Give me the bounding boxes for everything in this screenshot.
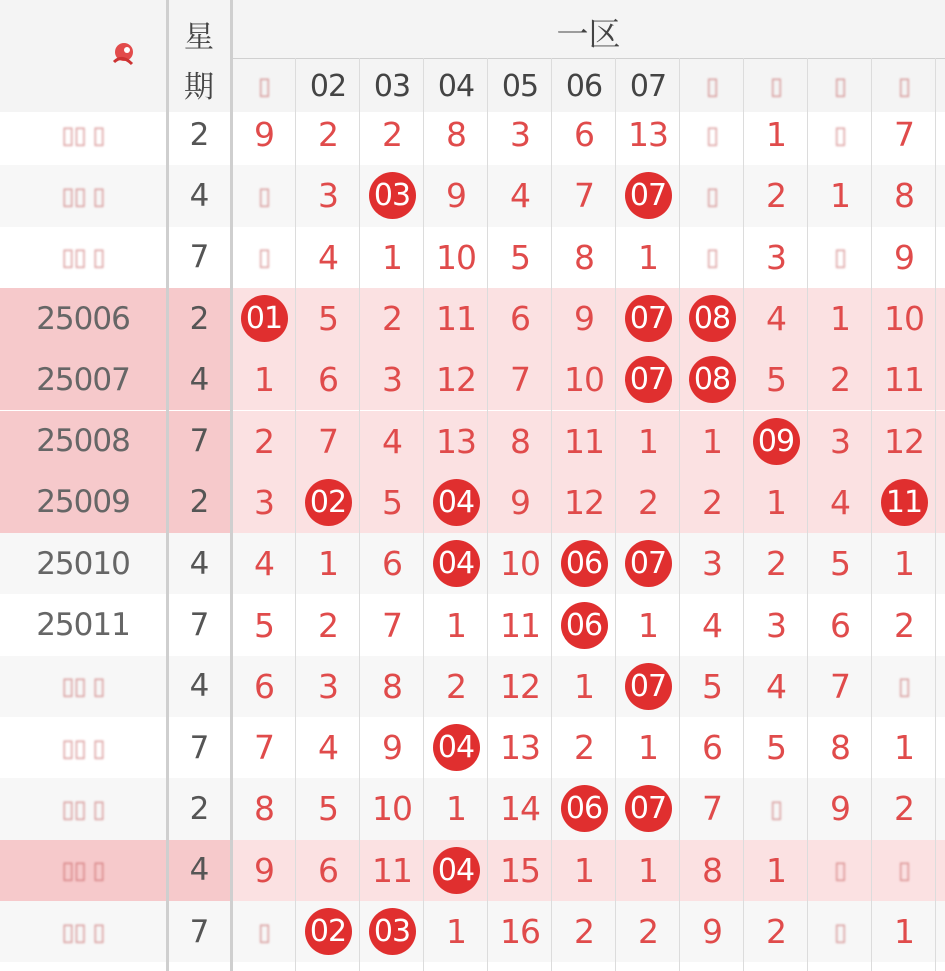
column-divider: [935, 58, 936, 971]
omission-count: 1: [766, 482, 786, 522]
weekday-cell: 4: [189, 545, 209, 582]
omission-count: 5: [830, 544, 850, 584]
drawn-number-ball: [296, 472, 360, 533]
blurred-number-icon: ▯: [257, 243, 271, 272]
column-divider: [487, 58, 488, 971]
omission-count: 5: [382, 482, 402, 522]
omission-count: 4: [766, 666, 786, 706]
table-row[interactable]: [0, 840, 945, 901]
column-divider: [551, 58, 552, 971]
omission-count: 2: [254, 421, 274, 461]
drawn-number-ball: [296, 901, 360, 962]
number-ball: 07: [625, 785, 672, 832]
weekday-cell: 2: [189, 484, 209, 521]
number-ball: 01: [241, 295, 288, 342]
omission-count: 8: [830, 728, 850, 768]
weekday-cell: 7: [189, 423, 209, 460]
drawn-number-ball: [552, 778, 616, 839]
drawn-number-ball: [616, 656, 680, 717]
issue-column-divider: [166, 0, 169, 971]
omission-count: 2: [638, 482, 658, 522]
omission-count: 2: [638, 912, 658, 952]
omission-count: 2: [382, 299, 402, 339]
issue-number: [0, 717, 166, 778]
number-ball: 03: [369, 172, 416, 219]
drawn-number-ball: [616, 349, 680, 410]
omission-count: 12: [564, 482, 604, 522]
omission-count: 4: [382, 421, 402, 461]
table-row[interactable]: [0, 349, 945, 410]
omission-count: 7: [574, 176, 594, 216]
blurred-cell: [872, 840, 936, 901]
omission-count: 7: [510, 360, 530, 400]
number-ball: 02: [305, 908, 352, 955]
omission-count: 6: [830, 605, 850, 645]
omission-count: 2: [830, 360, 850, 400]
weekday-cell: 2: [189, 300, 209, 337]
weekday-cell: 4: [189, 668, 209, 705]
issue-number: [0, 778, 166, 839]
omission-count: 9: [254, 850, 274, 890]
omission-count: 6: [510, 299, 530, 339]
column-divider: [743, 58, 744, 971]
drawn-number-ball: [616, 165, 680, 226]
column-header-7[interactable]: 07: [629, 68, 667, 104]
omission-count: 1: [638, 850, 658, 890]
omission-count: 3: [254, 482, 274, 522]
column-divider: [615, 58, 616, 971]
blurred-number-icon: ▯: [705, 181, 719, 210]
omission-count: 3: [318, 176, 338, 216]
drawn-number-ball: [424, 717, 488, 778]
column-header-5[interactable]: 05: [501, 68, 539, 104]
omission-count: 4: [830, 482, 850, 522]
omission-count: 3: [702, 544, 722, 584]
omission-count: 9: [702, 912, 722, 952]
blurred-number-icon: ▯: [833, 72, 847, 100]
omission-count: 2: [894, 605, 914, 645]
blurred-number-icon: ▯: [705, 243, 719, 272]
number-ball: 06: [561, 602, 608, 649]
blurred-issue-icon: ▯▯ ▯: [61, 856, 105, 885]
omission-count: 1: [574, 850, 594, 890]
number-ball: 11: [881, 479, 928, 526]
omission-count: 1: [382, 237, 402, 277]
table-row[interactable]: [0, 717, 945, 778]
column-divider: [807, 58, 808, 971]
issue-number: [0, 227, 166, 288]
omission-count: 9: [254, 115, 274, 155]
omission-count: 7: [318, 421, 338, 461]
omission-count: 1: [766, 850, 786, 890]
number-ball: 04: [433, 847, 480, 894]
column-divider: [295, 58, 296, 971]
blurred-issue-icon: ▯▯ ▯: [61, 181, 105, 210]
omission-count: 10: [500, 544, 540, 584]
lottery-logo-icon: [108, 40, 138, 70]
column-header-3[interactable]: 03: [373, 68, 411, 104]
number-ball: 06: [561, 785, 608, 832]
weekday-cell: 7: [189, 729, 209, 766]
column-divider: [679, 58, 680, 971]
column-divider: [359, 58, 360, 971]
omission-count: 4: [318, 728, 338, 768]
issue-number: [0, 840, 166, 901]
omission-count: 6: [382, 544, 402, 584]
omission-count: 6: [574, 115, 594, 155]
weekday-cell: 2: [189, 790, 209, 827]
omission-count: 3: [510, 115, 530, 155]
omission-count: 1: [446, 789, 466, 829]
omission-count: 13: [628, 115, 668, 155]
omission-count: 4: [318, 237, 338, 277]
table-row[interactable]: [0, 901, 945, 962]
omission-count: 5: [318, 789, 338, 829]
omission-count: 5: [766, 728, 786, 768]
omission-count: 4: [702, 605, 722, 645]
number-ball: 08: [689, 295, 736, 342]
omission-count: 2: [574, 912, 594, 952]
omission-count: 1: [254, 360, 274, 400]
omission-count: 1: [830, 299, 850, 339]
omission-count: 8: [510, 421, 530, 461]
omission-count: 7: [830, 666, 850, 706]
omission-count: 11: [884, 360, 924, 400]
number-ball: 02: [305, 479, 352, 526]
blurred-issue-icon: ▯▯ ▯: [61, 917, 105, 946]
omission-count: 3: [382, 360, 402, 400]
blurred-number-icon: ▯: [769, 72, 783, 100]
weekday-cell: 4: [189, 852, 209, 889]
number-ball: 04: [433, 724, 480, 771]
omission-count: 3: [318, 666, 338, 706]
blurred-cell: [872, 656, 936, 717]
omission-count: 8: [702, 850, 722, 890]
drawn-number-ball: [616, 778, 680, 839]
blurred-cell: [808, 901, 872, 962]
omission-count: 1: [766, 115, 786, 155]
blurred-cell: [808, 840, 872, 901]
blurred-number-icon: ▯: [769, 794, 783, 823]
weekday-cell: 7: [189, 607, 209, 644]
drawn-number-ball: [424, 472, 488, 533]
drawn-number-ball: [872, 472, 936, 533]
number-ball: 07: [625, 663, 672, 710]
table-row[interactable]: [0, 472, 945, 533]
column-divider: [423, 58, 424, 971]
omission-count: 1: [638, 237, 658, 277]
omission-count: 2: [382, 115, 402, 155]
issue-number: 25007: [36, 361, 130, 398]
table-row[interactable]: [0, 227, 945, 288]
blurred-issue-icon: ▯▯ ▯: [61, 243, 105, 272]
omission-count: 2: [766, 544, 786, 584]
omission-count: 16: [500, 912, 540, 952]
drawn-number-ball: [680, 349, 744, 410]
drawn-number-ball: [552, 594, 616, 655]
table-row[interactable]: [0, 594, 945, 655]
omission-count: 2: [318, 115, 338, 155]
issue-number: 25011: [36, 607, 130, 644]
zone-title: 一区: [556, 15, 621, 53]
blurred-issue-icon: ▯▯ ▯: [61, 672, 105, 701]
omission-count: 2: [766, 912, 786, 952]
column-header-4[interactable]: 04: [437, 68, 475, 104]
blurred-number-icon: ▯: [705, 72, 719, 100]
blurred-number-icon: ▯: [897, 72, 911, 100]
column-header-2[interactable]: 02: [309, 68, 347, 104]
omission-count: 5: [318, 299, 338, 339]
omission-count: 6: [254, 666, 274, 706]
drawn-number-ball: [232, 288, 296, 349]
issue-number: [0, 901, 166, 962]
omission-count: 2: [894, 789, 914, 829]
blurred-issue-icon: ▯▯ ▯: [61, 794, 105, 823]
omission-count: 1: [638, 421, 658, 461]
omission-count: 9: [510, 482, 530, 522]
table-row[interactable]: [0, 778, 945, 839]
omission-count: 9: [446, 176, 466, 216]
omission-count: 8: [254, 789, 274, 829]
omission-count: 7: [894, 115, 914, 155]
weekday-cell: 4: [189, 361, 209, 398]
blurred-issue-icon: ▯▯ ▯: [61, 733, 105, 762]
week-column-divider: [230, 0, 233, 971]
week-header-line1: 星: [184, 20, 214, 55]
blurred-number-icon: ▯: [897, 856, 911, 885]
number-ball: 04: [433, 540, 480, 587]
omission-count: 9: [574, 299, 594, 339]
issue-number: 25009: [36, 484, 130, 521]
omission-count: 14: [500, 789, 540, 829]
blurred-issue-icon: ▯▯ ▯: [61, 120, 105, 149]
omission-count: 8: [446, 115, 466, 155]
number-ball: 08: [689, 356, 736, 403]
omission-count: 4: [254, 544, 274, 584]
omission-count: 1: [702, 421, 722, 461]
number-ball: 09: [753, 418, 800, 465]
blurred-number-icon: ▯: [897, 672, 911, 701]
omission-count: 3: [766, 605, 786, 645]
issue-number: 25010: [36, 545, 130, 582]
blurred-cell: [680, 165, 744, 226]
number-ball: 07: [625, 356, 672, 403]
omission-count: 7: [254, 728, 274, 768]
omission-count: 6: [318, 850, 338, 890]
number-ball: 03: [369, 908, 416, 955]
weekday-cell: 4: [189, 177, 209, 214]
omission-count: 12: [884, 421, 924, 461]
table-row[interactable]: [0, 533, 945, 594]
blurred-cell: [232, 901, 296, 962]
drawn-number-ball: [616, 533, 680, 594]
drawn-number-ball: [616, 288, 680, 349]
omission-count: 10: [564, 360, 604, 400]
table-row[interactable]: [0, 288, 945, 349]
issue-number: 25008: [36, 423, 130, 460]
column-header-6[interactable]: 06: [565, 68, 603, 104]
table-row[interactable]: [0, 104, 945, 165]
omission-count: 11: [372, 850, 412, 890]
omission-count: 12: [500, 666, 540, 706]
omission-count: 1: [894, 544, 914, 584]
blurred-cell: [680, 227, 744, 288]
omission-count: 4: [766, 299, 786, 339]
omission-count: 2: [574, 728, 594, 768]
omission-count: 9: [894, 237, 914, 277]
table-row[interactable]: [0, 165, 945, 226]
issue-number: [0, 165, 166, 226]
omission-count: 8: [574, 237, 594, 277]
omission-count: 4: [510, 176, 530, 216]
omission-count: 1: [446, 912, 466, 952]
omission-count: 3: [830, 421, 850, 461]
weekday-cell: 2: [189, 116, 209, 153]
number-ball: 07: [625, 540, 672, 587]
blurred-cell: [808, 104, 872, 165]
issue-number: [0, 656, 166, 717]
omission-count: 11: [564, 421, 604, 461]
omission-count: 13: [436, 421, 476, 461]
week-header-line2: 期: [184, 70, 214, 105]
omission-count: 5: [254, 605, 274, 645]
table-row[interactable]: [0, 411, 945, 472]
column-divider: [871, 58, 872, 971]
blurred-number-icon: ▯: [833, 120, 847, 149]
blurred-number-icon: ▯: [257, 181, 271, 210]
drawn-number-ball: [424, 840, 488, 901]
omission-count: 1: [830, 176, 850, 216]
omission-count: 11: [500, 605, 540, 645]
omission-count: 2: [766, 176, 786, 216]
omission-count: 5: [510, 237, 530, 277]
omission-count: 5: [766, 360, 786, 400]
omission-count: 8: [382, 666, 402, 706]
omission-count: 1: [638, 605, 658, 645]
omission-count: 13: [500, 728, 540, 768]
omission-count: 1: [894, 728, 914, 768]
blurred-cell: [680, 104, 744, 165]
omission-count: 9: [382, 728, 402, 768]
blurred-cell: [232, 227, 296, 288]
omission-count: 10: [884, 299, 924, 339]
omission-count: 11: [436, 299, 476, 339]
table-row[interactable]: [0, 656, 945, 717]
omission-count: 3: [766, 237, 786, 277]
omission-count: 1: [446, 605, 466, 645]
number-ball: 07: [625, 172, 672, 219]
blurred-number-icon: ▯: [257, 72, 271, 100]
number-ball: 06: [561, 540, 608, 587]
blurred-number-icon: ▯: [705, 120, 719, 149]
omission-count: 10: [372, 789, 412, 829]
drawn-number-ball: [552, 533, 616, 594]
omission-count: 12: [436, 360, 476, 400]
omission-count: 2: [446, 666, 466, 706]
omission-count: 1: [574, 666, 594, 706]
blurred-number-icon: ▯: [833, 917, 847, 946]
omission-count: 6: [702, 728, 722, 768]
omission-count: 10: [436, 237, 476, 277]
blurred-number-icon: ▯: [833, 856, 847, 885]
omission-count: 7: [382, 605, 402, 645]
issue-number: [0, 104, 166, 165]
blurred-cell: [808, 227, 872, 288]
drawn-number-ball: [360, 901, 424, 962]
omission-count: 2: [318, 605, 338, 645]
blurred-number-icon: ▯: [833, 243, 847, 272]
blurred-cell: [744, 778, 808, 839]
number-ball: 04: [433, 479, 480, 526]
blurred-number-icon: ▯: [257, 917, 271, 946]
number-ball: 07: [625, 295, 672, 342]
omission-count: 6: [318, 360, 338, 400]
drawn-number-ball: [680, 288, 744, 349]
omission-count: 15: [500, 850, 540, 890]
blurred-cell: [232, 165, 296, 226]
omission-count: 1: [894, 912, 914, 952]
omission-count: 1: [318, 544, 338, 584]
header-divider: [232, 58, 945, 59]
omission-count: 7: [702, 789, 722, 829]
omission-count: 2: [702, 482, 722, 522]
issue-number: 25006: [36, 300, 130, 337]
drawn-number-ball: [744, 411, 808, 472]
weekday-cell: 7: [189, 239, 209, 276]
omission-count: 5: [702, 666, 722, 706]
drawn-number-ball: [360, 165, 424, 226]
omission-count: 1: [638, 728, 658, 768]
omission-count: 8: [894, 176, 914, 216]
weekday-cell: 7: [189, 913, 209, 950]
drawn-number-ball: [424, 533, 488, 594]
omission-count: 9: [830, 789, 850, 829]
